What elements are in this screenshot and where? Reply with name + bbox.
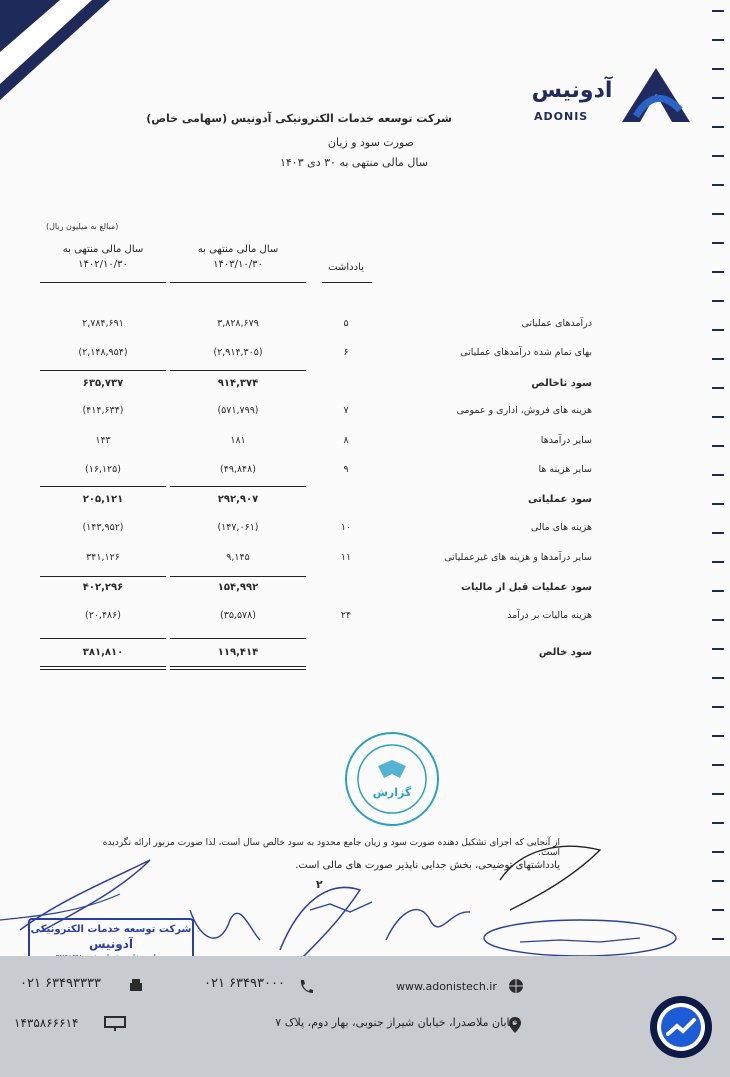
logo-mark-icon: [620, 66, 692, 124]
subtotal-rule: [40, 486, 166, 487]
edge-mark: [712, 300, 724, 302]
header-rule-previous: [40, 282, 166, 283]
row-label: سایر هزینه ها: [538, 464, 592, 475]
row-value-current: ۱۸۱: [230, 435, 246, 446]
edge-mark: [712, 155, 724, 157]
footer-postal-code: ۱۴۳۵۸۶۶۶۱۴: [14, 1016, 79, 1030]
fax-icon: [128, 978, 144, 994]
row-value-current: (۴۹,۸۴۸): [220, 464, 256, 475]
header-rule-note: [322, 282, 372, 283]
edge-mark: [712, 184, 724, 186]
unit-note: (مبالغ به میلیون ریال): [46, 222, 119, 231]
subtotal-rule: [170, 370, 306, 371]
table-row: [0, 582, 730, 602]
column-header-current-line2: ۱۴۰۳/۱۰/۳۰: [213, 259, 263, 270]
row-value-previous: ۴۰۲,۲۹۶: [82, 582, 124, 593]
footnote-notes: یادداشتهای توضیحی، بخش جدایی ناپذیر صورت های مالی است.: [295, 860, 560, 871]
row-value-previous: ۲۰۵,۱۲۱: [82, 494, 124, 505]
row-value-previous: (۲,۱۴۸,۹۵۴): [78, 347, 128, 358]
row-value-current: ۱۱۹,۴۱۴: [217, 647, 259, 658]
table-row: [0, 318, 730, 338]
phone-icon: [298, 978, 314, 994]
footer-address: خیابان ملاصدرا، خیابان شیراز جنوبی، بهار دوم، پلاک ۷: [275, 1016, 520, 1029]
row-note: ۱۰: [340, 522, 352, 533]
row-label: سود خالص: [538, 647, 592, 658]
table-row: [0, 464, 730, 484]
row-label: هزینه مالیات بر درآمد: [507, 610, 592, 621]
subtotal-rule: [40, 638, 166, 639]
column-header-current-line1: سال مالی منتهی به: [197, 244, 279, 255]
postal-code-icon: [104, 1016, 126, 1032]
subtotal-rule: [40, 370, 166, 371]
logo-name-fa: آدونیس: [531, 78, 613, 103]
watermark-badge: [650, 996, 712, 1058]
row-note: ۶: [343, 347, 349, 358]
logo-name-en: ADONIS: [534, 110, 589, 123]
edge-mark: [712, 706, 724, 708]
table-row: [0, 405, 730, 425]
row-value-current: (۳۵,۵۷۸): [220, 610, 256, 621]
row-label: هزینه های مالی: [530, 522, 592, 533]
row-note: ۷: [343, 405, 349, 416]
table-row: [0, 610, 730, 630]
row-value-current: ۹۱۴,۳۷۴: [217, 378, 259, 389]
row-value-current: (۵۷۱,۷۹۹): [217, 405, 259, 416]
row-value-previous: ۲,۷۸۴,۶۹۱: [82, 318, 124, 329]
edge-mark: [712, 39, 724, 41]
table-row: [0, 378, 730, 398]
row-value-previous: (۴۱۴,۶۳۴): [82, 405, 124, 416]
column-header-previous-line1: سال مالی منتهی به: [62, 244, 144, 255]
table-row: [0, 522, 730, 542]
company-stamp-line2: آدونیس: [88, 937, 134, 951]
footer-band: [0, 956, 730, 1077]
edge-mark: [712, 242, 724, 244]
row-value-previous: (۱۶,۱۲۵): [85, 464, 121, 475]
statement-title: صورت سود و زیان: [327, 136, 414, 149]
edge-mark: [712, 677, 724, 679]
total-rule: [170, 669, 306, 670]
table-row: [0, 347, 730, 367]
row-value-current: ۳,۸۲۸,۶۷۹: [217, 318, 259, 329]
row-value-previous: ۳۴۱,۱۲۶: [86, 552, 120, 563]
page-number: ۲: [316, 878, 323, 891]
total-rule: [40, 669, 166, 670]
edge-mark: [712, 10, 724, 12]
subtotal-rule: [170, 638, 306, 639]
row-value-current: ۱۵۴,۹۹۲: [217, 582, 259, 593]
row-value-current: ۹,۱۴۵: [226, 552, 250, 563]
corner-decoration: [0, 0, 110, 100]
subtotal-rule: [40, 576, 166, 577]
footer-phone: ۰۲۱ ۶۳۴۹۳۰۰۰: [204, 976, 285, 991]
row-value-previous: ۳۸۱,۸۱۰: [82, 647, 124, 658]
edge-mark: [712, 271, 724, 273]
audit-stamp-text: گزارش: [372, 786, 412, 799]
edge-mark: [712, 126, 724, 128]
edge-mark: [712, 764, 724, 766]
subtotal-rule: [170, 576, 306, 577]
total-rule: [40, 666, 166, 667]
row-label: سایر درآمدها و هزینه های غیرعملیاتی: [444, 552, 592, 563]
period-title: سال مالی منتهی به ۳۰ دی ۱۴۰۳: [279, 156, 428, 169]
column-header-previous-line2: ۱۴۰۲/۱۰/۳۰: [78, 259, 128, 270]
header-rule-current: [170, 282, 306, 283]
edge-mark: [712, 735, 724, 737]
column-header-previous: [40, 244, 166, 270]
row-label: بهای تمام شده درآمدهای عملیاتی: [460, 347, 592, 358]
row-note: ۲۴: [340, 610, 352, 621]
footnote-comprehensive-income: از آنجایی که اجزای تشکیل دهنده صورت سود و زیان جامع محدود به سود خالص سال است، لذا صورت مزبور ارائه نگردیده است.: [102, 838, 560, 858]
row-label: سود ناخالص: [531, 378, 592, 389]
row-label: هزینه های فروش، اداری و عمومی: [456, 405, 592, 416]
company-stamp-line1: شرکت توسعه خدمات الکترونیکی: [30, 924, 192, 935]
edge-mark: [712, 68, 724, 70]
row-value-current: (۱۴۷,۰۶۱): [217, 522, 259, 533]
row-label: سایر درآمدها: [540, 435, 592, 446]
row-value-previous: (۲۰,۴۸۶): [85, 610, 121, 621]
row-label: درآمدهای عملیاتی: [521, 318, 592, 329]
table-row: [0, 494, 730, 514]
row-note: ۵: [343, 318, 349, 329]
column-header-note: یادداشت: [328, 262, 364, 273]
edge-mark: [712, 793, 724, 795]
audit-stamp-icon: [342, 730, 442, 828]
edge-mark: [712, 97, 724, 99]
table-row: [0, 647, 730, 667]
subtotal-rule: [170, 486, 306, 487]
footer-website: www.adonistech.ir: [396, 980, 497, 993]
row-note: ۹: [343, 464, 349, 475]
footer-fax: ۰۲۱ ۶۳۴۹۳۳۳۳: [20, 976, 101, 991]
row-value-previous: (۱۴۳,۹۵۲): [82, 522, 124, 533]
row-value-previous: ۶۳۵,۷۳۷: [82, 378, 124, 389]
column-header-current: [170, 244, 306, 270]
row-note: ۸: [343, 435, 349, 446]
chart-trend-icon: [650, 996, 712, 1058]
company-title: شرکت توسعه خدمات الکترونیکی آدونیس (سهامی خاص): [146, 112, 452, 125]
company-logo: [528, 66, 696, 126]
globe-icon: [508, 978, 524, 994]
row-note: ۱۱: [340, 552, 352, 563]
row-value-current: (۲,۹۱۴,۳۰۵): [213, 347, 263, 358]
total-rule: [170, 666, 306, 667]
row-value-previous: ۱۴۳: [95, 435, 111, 446]
edge-mark: [712, 213, 724, 215]
row-value-current: ۲۹۲,۹۰۷: [217, 494, 259, 505]
row-label: سود عملیات قبل از مالیات: [461, 582, 592, 593]
table-row: [0, 435, 730, 455]
row-label: سود عملیاتی: [527, 494, 592, 505]
table-row: [0, 552, 730, 572]
